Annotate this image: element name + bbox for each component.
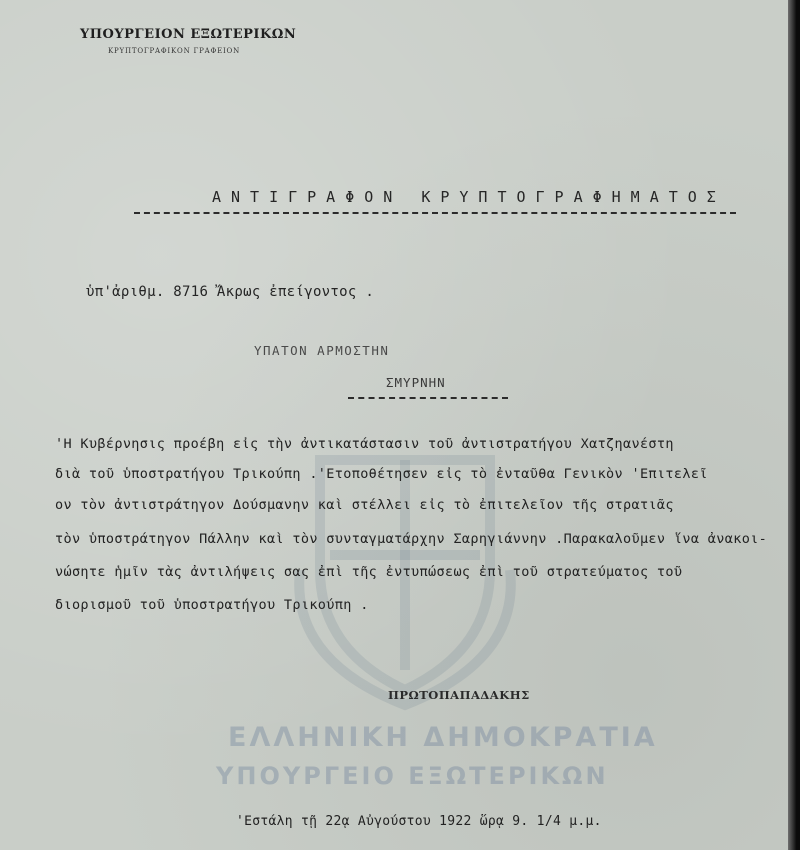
body-line-1: 'Η Κυβέρνησις προέβη εἰς τὴν ἀντικατάστασιν τοῦ ἀντιστρατήγου Χατζηανέστη	[55, 436, 674, 452]
signature-name: ΠΡΩΤΟΠΑΠΑΔΑΚΗΣ	[388, 688, 530, 702]
watermark-line-1: ΕΛΛΗΝΙΚΗ ΔΗΜΟΚΡΑΤΙΑ	[228, 722, 658, 753]
scan-edge	[788, 0, 800, 850]
addressee-city: ΣΜΥΡΝΗΝ	[386, 375, 446, 390]
addressee: ΥΠΑΤΟΝ ΑΡΜΟΣΤΗΝ	[254, 343, 390, 358]
body-line-6: διορισμοῦ τοῦ ὑποστρατήγου Τρικούπη .	[55, 597, 369, 613]
watermark-line-2: ΥΠΟΥΡΓΕΙΟ ΕΞΩΤΕΡΙΚΩΝ	[216, 762, 609, 790]
title-underline	[134, 212, 736, 214]
city-underline	[348, 397, 508, 399]
body-line-5: νώσητε ἡμῖν τὰς ἀντιλήψεις σας ἐπὶ τῆς ἐντυπώσεως ἐπὶ τοῦ στρατεύματος τοῦ	[55, 564, 683, 580]
sent-timestamp: 'Εστάλη τῇ 22ᾳ Αὐγούστου 1922 ὥρᾳ 9. 1/4 μ.μ.	[236, 814, 602, 829]
body-line-4: τὸν ὑποστράτηγον Πάλλην καὶ τὸν συνταγματάρχην Σαρηγιάννην .Παρακαλοῦμεν ἵνα ἀνακοι-	[55, 531, 768, 547]
reference-line: ὑπ'ἀριθμ. 8716 Ἄκρως ἐπείγοντος .	[86, 284, 375, 300]
department-header: ΚΡΥΠΤΟΓΡΑΦΙΚΟΝ ΓΡΑΦΕΙΟΝ	[108, 47, 241, 55]
ministry-header: ΥΠΟΥΡΓΕΙΟΝ ΕΞΩΤΕΡΙΚΩΝ	[80, 27, 297, 42]
document-title: ΑΝΤΙΓΡΑΦΟΝ ΚΡΥΠΤΟΓΡΑΦΗΜΑΤΟΣ	[212, 188, 726, 206]
body-line-3: ον τὸν ἀντιστράτηγον Δούσμανην καὶ στέλλει εἰς τὸ ἐπιτελεῖον τῆς στρατιᾶς	[55, 497, 674, 513]
body-line-2: διὰ τοῦ ὑποστρατήγου Τρικούπη .'Ετοποθέτησεν εἰς τὸ ἐνταῦθα Γενικὸν 'Επιτελεῖ	[55, 466, 708, 482]
